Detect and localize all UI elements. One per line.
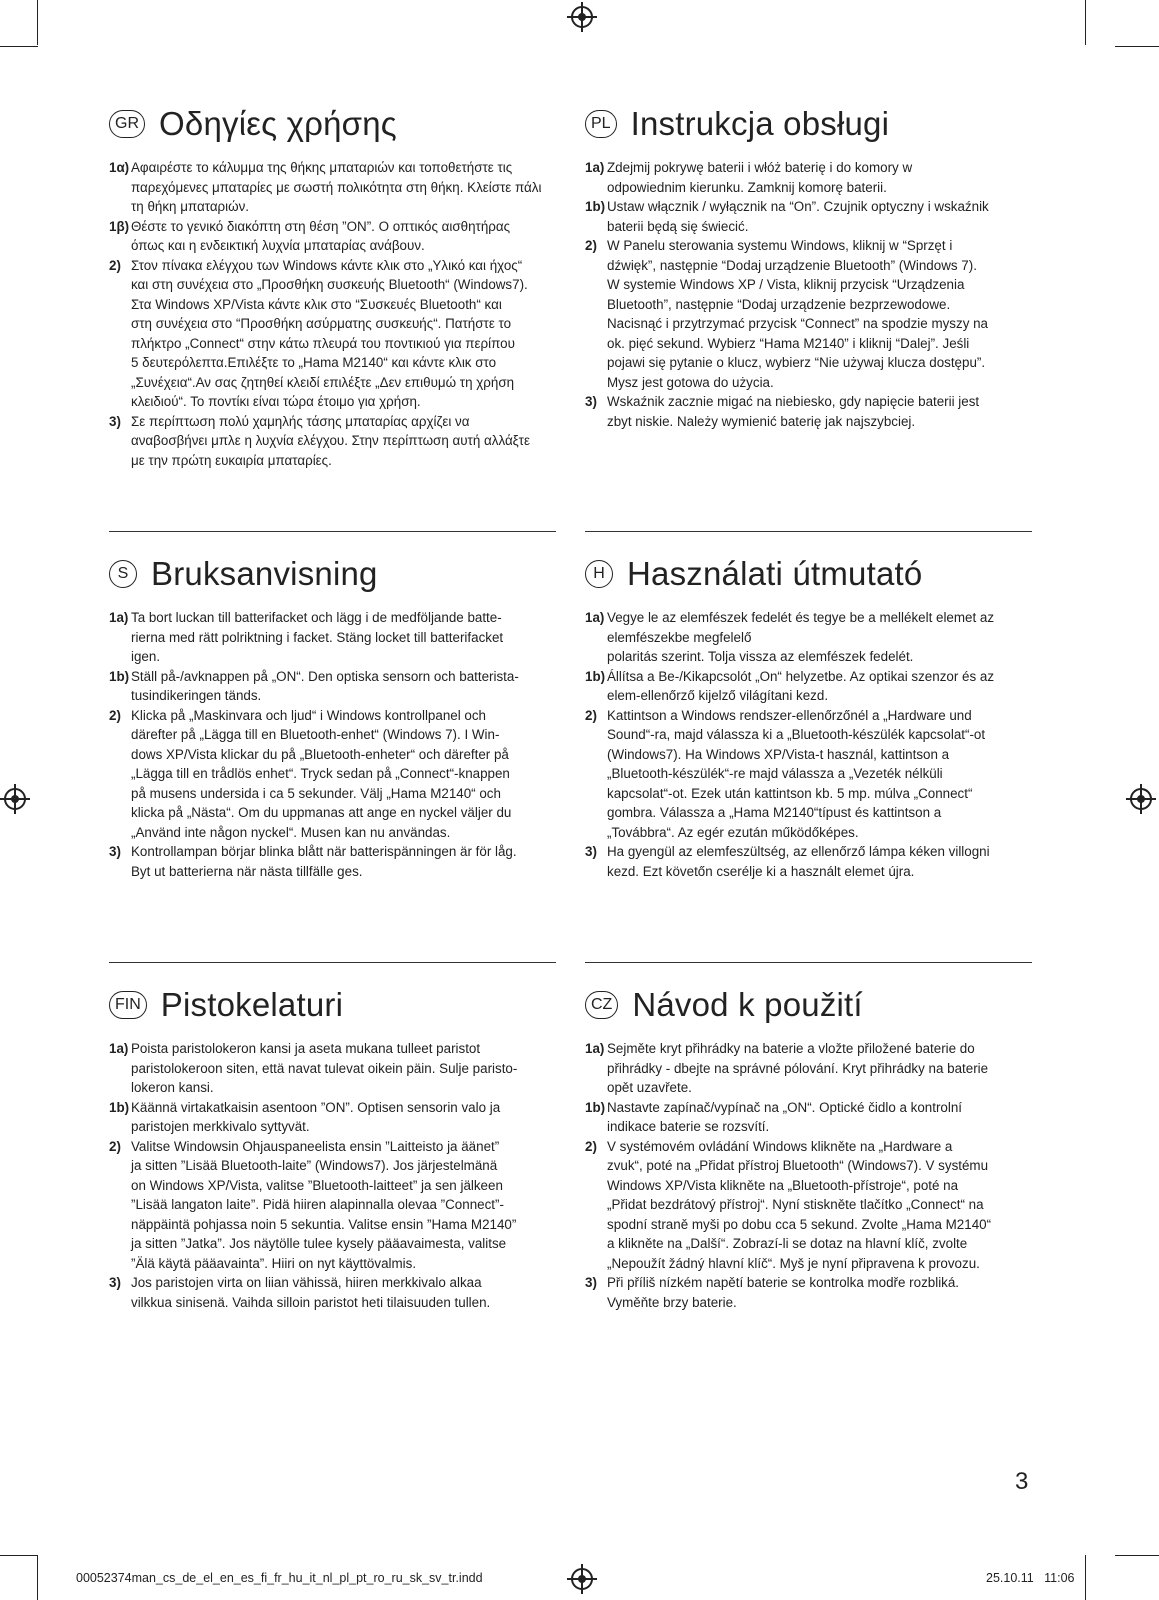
language-badge: PL bbox=[585, 110, 617, 138]
language-badge: H bbox=[585, 560, 613, 588]
step-label: 1b) bbox=[585, 199, 606, 214]
crop-mark bbox=[0, 46, 38, 47]
step-text: Při příliš nízkém napětí baterie se kontrolka modře rozbliká. Vyměňte brzy baterie. bbox=[607, 1275, 960, 1310]
step-label: 2) bbox=[109, 257, 121, 273]
section-s bbox=[109, 531, 556, 881]
footer-time: 11:06 bbox=[1044, 1571, 1075, 1585]
instruction-item bbox=[109, 608, 556, 667]
step-label: 3) bbox=[585, 394, 597, 409]
crop-mark bbox=[37, 0, 38, 45]
footer-timestamp bbox=[986, 1571, 1075, 1585]
section-gr bbox=[109, 96, 556, 470]
instruction-item bbox=[109, 1273, 556, 1312]
step-text: Sejměte kryt přihrádky na baterie a vložte přiložené baterie do přihrádky - dbejte na správné pólování. Kryt přihrádky na baterie opět uzavřete. bbox=[607, 1041, 989, 1095]
crop-mark bbox=[1085, 1555, 1086, 1600]
instruction-item bbox=[109, 1039, 556, 1098]
step-label: 3) bbox=[109, 844, 121, 859]
step-text: Ha gyengül az elemfeszültség, az ellenőrző lámpa kéken villogni kezd. Ezt követőn cserélje ki a használt elemet újra. bbox=[607, 844, 990, 879]
footer-date: 25.10.11 bbox=[986, 1571, 1034, 1585]
instruction-item bbox=[585, 706, 1032, 843]
instruction-list bbox=[585, 1039, 1032, 1312]
section-cz bbox=[585, 962, 1032, 1312]
step-text: Θέστε το γενικό διακόπτη στη θέση ”ON”. Ο οπτικός αισθητήρας όπως και η ενδεικτική λυχνία μπαταρίας ανάβουν. bbox=[131, 218, 511, 253]
step-label: 3) bbox=[109, 413, 121, 429]
step-text: Käännä virtakatkaisin asentoon ”ON”. Optisen sensorin valo ja paristojen merkkivalo syttyvät. bbox=[131, 1099, 501, 1134]
section-title: Instrukcja obsługi bbox=[630, 105, 890, 142]
registration-mark-icon bbox=[571, 6, 593, 28]
step-text: Ställ på-/avknappen på „ON“. Den optiska sensorn och batterista- tusindikeringen tänds. bbox=[131, 668, 519, 703]
step-label: 1a) bbox=[585, 160, 605, 175]
step-label: 1a) bbox=[109, 1041, 129, 1056]
section-header bbox=[109, 977, 556, 1033]
section-title: Pistokelaturi bbox=[160, 986, 344, 1023]
instruction-item bbox=[109, 706, 556, 843]
section-title: Οδηγίες χρήσης bbox=[159, 105, 397, 142]
step-label: 1b) bbox=[585, 668, 606, 684]
step-text: Állítsa a Be-/Kikapcsolót „On“ helyzetbe. Az optikai szenzor és az elem-ellenőrző kijelző világítani kezd. bbox=[607, 668, 995, 703]
crop-mark bbox=[1115, 46, 1159, 47]
instruction-item bbox=[585, 1137, 1032, 1274]
instruction-list bbox=[109, 608, 556, 881]
section-header bbox=[585, 546, 1032, 602]
step-text: Vegye le az elemfészek fedelét és tegye be a mellékelt elemet az elemfészekbe megfelelő polaritás szerint. Tolja vissza az elemfészek fedelét. bbox=[607, 610, 995, 664]
section-divider bbox=[109, 962, 556, 963]
crop-mark bbox=[37, 1555, 38, 1600]
step-label: 1a) bbox=[585, 610, 605, 625]
instruction-item bbox=[109, 412, 556, 471]
instruction-item bbox=[109, 1098, 556, 1137]
section-title: Használati útmutató bbox=[627, 555, 923, 592]
crop-mark bbox=[1085, 0, 1086, 45]
section-header bbox=[109, 96, 556, 152]
section-h bbox=[585, 531, 1032, 881]
step-label: 1a) bbox=[585, 1041, 605, 1056]
language-badge: GR bbox=[109, 110, 145, 138]
step-label: 2) bbox=[585, 238, 597, 253]
instruction-item bbox=[585, 1273, 1032, 1312]
step-text: Zdejmij pokrywę baterii i włóż baterię i do komory w odpowiednim kierunku. Zamknij komorę baterii. bbox=[607, 160, 913, 195]
step-text: Jos paristojen virta on liian vähissä, hiiren merkkivalo alkaa vilkkua sinisenä. Vaihda silloin paristot heti tilaisuuden tullen. bbox=[131, 1275, 491, 1310]
step-text: Σε περίπτωση πολύ χαμηλής τάσης μπαταρίας αρχίζει να αναβοσβήνει μπλε η λυχνία ελέγχου. Στην περίπτωση αυτή αλλάξτε με την πρώτη ευκαιρία μπαταρίες. bbox=[131, 413, 530, 468]
section-fin bbox=[109, 962, 556, 1312]
instruction-item bbox=[585, 392, 1032, 431]
instruction-item bbox=[585, 667, 1032, 706]
step-label: 2) bbox=[585, 707, 597, 723]
instruction-list bbox=[109, 158, 556, 470]
instruction-item bbox=[109, 842, 556, 881]
section-header bbox=[109, 546, 556, 602]
step-text: Kontrollampan börjar blinka blått när batterispänningen är för låg. Byt ut batterierna när nästa tillfälle ges. bbox=[131, 844, 517, 879]
step-label: 1a) bbox=[109, 610, 129, 625]
step-text: V systémovém ovládání Windows klikněte na „Hardware a zvuk“, poté na „Přidat přístroj Bluetooth“ (Windows7). V systému Windows XP/Vista klikněte na „Bluetooth-přístroje“, poté na „Přidat bezdrátový přístroj“. Nyní stiskněte tlačítko „Connect“ na spodní straně myši po dobu cca 5 sekund. Zvolte „Hama M2140“ a klikněte na „Další“. Zobrazí-li se dotaz na hlavní klíč, zvolte „Nepoužít žádný hlavní klíč“. Myš je nyní připravena k provozu. bbox=[607, 1138, 992, 1271]
instruction-item bbox=[585, 1039, 1032, 1098]
step-text: Nastavte zapínač/vypínač na „ON“. Optické čidlo a kontrolní indikace baterie se rozsvítí. bbox=[607, 1099, 963, 1134]
page-number: 3 bbox=[1015, 1468, 1029, 1495]
step-text: Poista paristolokeron kansi ja aseta mukana tulleet paristot paristolokeroon siten, että navat tulevat oikein päin. Sulje paristo- lokeron kansi. bbox=[131, 1041, 518, 1095]
language-badge: S bbox=[109, 560, 137, 588]
instruction-item bbox=[585, 842, 1032, 881]
instruction-item bbox=[585, 608, 1032, 667]
instruction-item bbox=[109, 667, 556, 706]
step-text: Wskaźnik zacznie migać na niebiesko, gdy napięcie baterii jest zbyt niskie. Należy wymienić baterię jak najszybciej. bbox=[607, 394, 980, 429]
instruction-list bbox=[585, 608, 1032, 881]
registration-mark-icon bbox=[571, 1568, 593, 1590]
instruction-item bbox=[109, 158, 556, 217]
instruction-item bbox=[109, 256, 556, 412]
step-label: 3) bbox=[109, 1275, 121, 1290]
section-title: Bruksanvisning bbox=[151, 555, 378, 592]
step-text: Στον πίνακα ελέγχου των Windows κάντε κλικ στο „Υλικό και ήχος“ και στη συνέχεια στο „Προσθήκη συσκευής Bluetooth“ (Windows7). Στα Windows XP/Vista κάντε κλικ στο “Συσκευές Bluetooth“ και στη συνέχεια στο “Προσθήκη ασύρματης συσκευής“. Πατήστε το πλήκτρο „Connect“ στην κάτω πλευρά του ποντικιού για περίπου 5 δευτερόλεπτα.Επιλέξτε το „Hama M2140“ και κάντε κλικ στο „Συνέχεια“.Αν σας ζητηθεί κλειδί επιλέξτε „Δεν επιθυμώ τη χρήση κλειδιού“. Το ποντίκι είναι τώρα έτοιμο για χρήση. bbox=[131, 257, 528, 409]
section-pl bbox=[585, 96, 1032, 431]
crop-mark bbox=[0, 1555, 38, 1556]
step-label: 1b) bbox=[585, 1099, 606, 1115]
step-text: W Panelu sterowania systemu Windows, kliknij w “Sprzęt i dźwięk”, następnie “Dodaj urządzenie Bluetooth” (Windows 7). W systemie Windows XP / Vista, kliknij przycisk “Urządzenia Bluetooth”, następnie “Dodaj urządzenie bezprzewodowe. Nacisnąć i przytrzymać przycisk “Connect” na spodzie myszy na ok. pięć sekund. Wybierz “Hama M2140” i kliknij “Dalej”. Jeśli pojawi się pytanie o klucz, wybierz “Nie używaj klucza dostępu”. Mysz jest gotowa do użycia. bbox=[607, 238, 989, 390]
section-title: Návod k použití bbox=[632, 986, 863, 1023]
section-header bbox=[585, 96, 1032, 152]
step-label: 1β) bbox=[109, 218, 130, 234]
step-text: Klicka på „Maskinvara och ljud“ i Windows kontrollpanel och därefter på „Lägga till en Bluetooth-enhet“ (Windows 7). I Win- dows XP/Vista klickar du på „Bluetooth-enheter“ och därefter på „Lägga till en trådlös enhet“. Tryck sedan på „Connect“-knappen på musens undersida i ca 5 sekunder. Välj „Hama M2140“ och klicka på „Nästa“. Om du uppmanas att ange en nyckel väljer du „Använd inte någon nyckel“. Musen kan nu användas. bbox=[131, 707, 512, 840]
step-label: 1b) bbox=[109, 1099, 130, 1115]
instruction-item bbox=[585, 236, 1032, 392]
language-badge: CZ bbox=[585, 991, 618, 1019]
step-text: Ustaw włącznik / wyłącznik na “On”. Czujnik optyczny i wskaźnik baterii będą się świecić. bbox=[607, 199, 989, 234]
crop-mark bbox=[1115, 1555, 1159, 1556]
instruction-item bbox=[585, 158, 1032, 197]
step-label: 2) bbox=[585, 1138, 597, 1154]
section-header bbox=[585, 977, 1032, 1033]
instruction-item bbox=[109, 217, 556, 256]
step-text: Ta bort luckan till batterifacket och lägg i de medföljande batte- rierna med rätt polriktning i facket. Stäng locket till batterifacket igen. bbox=[131, 610, 504, 664]
instruction-list bbox=[585, 158, 1032, 431]
step-label: 2) bbox=[109, 1138, 121, 1154]
step-text: Αφαιρέστε το κάλυμμα της θήκης μπαταριών και τοποθετήστε τις παρεχόμενες μπαταρίες με σωστή πολικότητα στη θήκη. Κλείστε πάλι τη θήκη μπαταριών. bbox=[131, 160, 542, 214]
section-divider bbox=[109, 531, 556, 532]
step-text: Kattintson a Windows rendszer-ellenőrzőnél a „Hardware und Sound“-ra, majd válassza ki a „Bluetooth-készülék kapcsolat“-ot (Windows7). Ha Windows XP/Vista-t használ, kattintson a „Bluetooth-készülék“-re majd válassza a „Vezeték nélküli kapcsolat“-ot. Ezek után kattintson kb. 5 mp. múlva „Connect“ gombra. Válassza a „Hama M2140“típust és kattintson a „Továbbra“. Az egér ezután működőképes. bbox=[607, 707, 986, 840]
section-divider bbox=[585, 531, 1032, 532]
step-label: 3) bbox=[585, 1275, 597, 1290]
instruction-item bbox=[585, 1098, 1032, 1137]
step-label: 1b) bbox=[109, 668, 130, 684]
registration-mark-icon bbox=[1130, 788, 1152, 810]
step-label: 2) bbox=[109, 707, 121, 723]
footer-filename: 00052374man_cs_de_el_en_es_fi_fr_hu_it_nl_pl_pt_ro_ru_sk_sv_tr.indd bbox=[76, 1571, 483, 1585]
language-badge: FIN bbox=[109, 991, 147, 1019]
instruction-list bbox=[109, 1039, 556, 1312]
registration-mark-icon bbox=[4, 788, 26, 810]
instruction-item bbox=[109, 1137, 556, 1274]
instruction-item bbox=[585, 197, 1032, 236]
section-divider bbox=[585, 962, 1032, 963]
step-label: 3) bbox=[585, 844, 597, 859]
step-text: Valitse Windowsin Ohjauspaneelista ensin ”Laitteisto ja äänet” ja sitten ”Lisää Bluetooth-laite” (Windows7). Jos järjestelmänä on Windows XP/Vista, valitse ”Bluetooth-laitteet” ja sen jälkeen ”Lisää langaton laite”. Pidä hiiren alapinnalla olevaa ”Connect”- näppäintä pohjassa noin 5 sekuntia. Valitse ensin ”Hama M2140” ja sitten ”Jatka”. Jos näytölle tulee kysely pääavaimesta, valitse ”Älä käytä pääavainta”. Hiiri on nyt käyttövalmis. bbox=[131, 1138, 517, 1271]
step-label: 1α) bbox=[109, 160, 130, 175]
